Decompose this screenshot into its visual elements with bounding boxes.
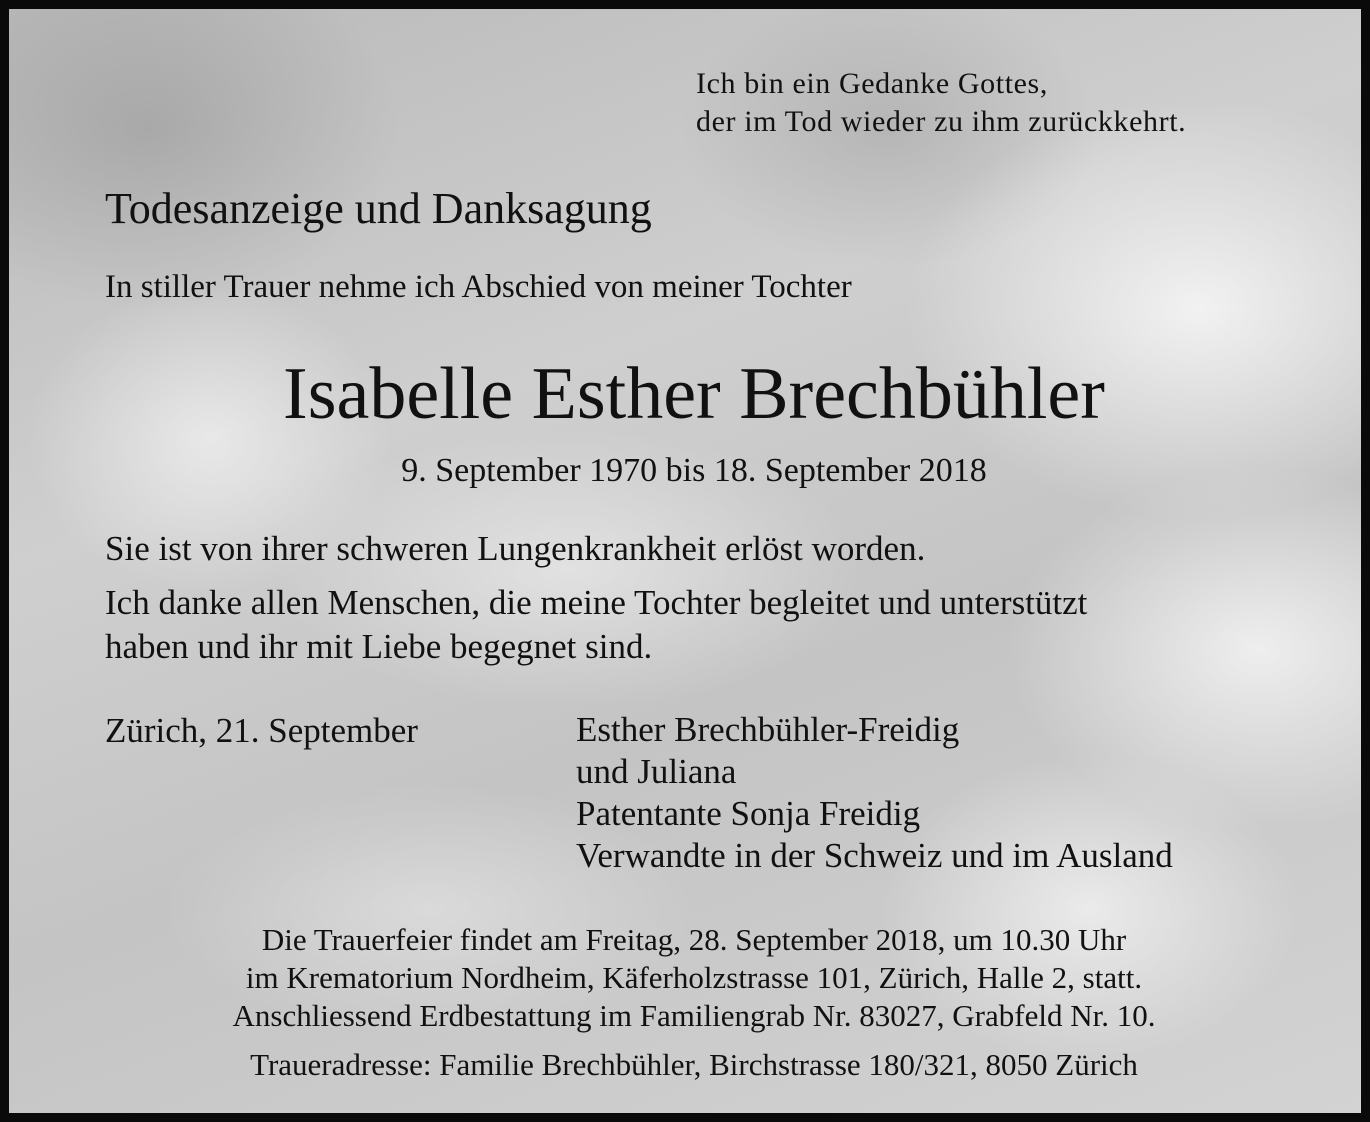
notice-heading: Todesanzeige und Danksagung (105, 184, 652, 233)
service-line: Die Trauerfeier findet am Freitag, 28. September 2018, um 10.30 Uhr (261, 922, 1127, 957)
signers-list (576, 709, 1173, 877)
service-line: im Krematorium Nordheim, Käferholzstrasse 101, Zürich, Halle 2, statt. (245, 960, 1143, 995)
life-dates: 9. September 1970 bis 18. September 2018 (401, 452, 987, 489)
body-paragraph-2 (105, 581, 1087, 669)
service-line: Anschliessend Erdbestattung im Familiengrab Nr. 83027, Grabfeld Nr. 10. (232, 998, 1156, 1033)
body-paragraph-2-line-2: haben und ihr mit Liebe begegnet sind. (105, 627, 653, 666)
signer: Verwandte in der Schweiz und im Ausland (576, 836, 1173, 875)
motto-line-1: Ich bin ein Gedanke Gottes, (696, 67, 1048, 100)
deceased-name: Isabelle Esther Brechbühler (283, 353, 1105, 435)
funeral-service-info (9, 921, 1370, 1035)
signer: Patentante Sonja Freidig (576, 794, 921, 833)
mourning-address: Traueradresse: Familie Brechbühler, Birchstrasse 180/321, 8050 Zürich (250, 1047, 1138, 1082)
motto-quote (696, 65, 1186, 141)
place-and-date: Zürich, 21. September (105, 711, 418, 750)
signer: und Juliana (576, 752, 737, 791)
signer: Esther Brechbühler-Freidig (576, 710, 960, 749)
motto-line-2: der im Tod wieder zu ihm zurückkehrt. (696, 105, 1187, 138)
body-paragraph-2-line-1: Ich danke allen Menschen, die meine Tochter begleitet und unterstützt (105, 583, 1088, 622)
intro-text: In stiller Trauer nehme ich Abschied von meiner Tochter (105, 269, 852, 305)
body-paragraph-1: Sie ist von ihrer schweren Lungenkrankheit erlöst worden. (105, 529, 926, 568)
